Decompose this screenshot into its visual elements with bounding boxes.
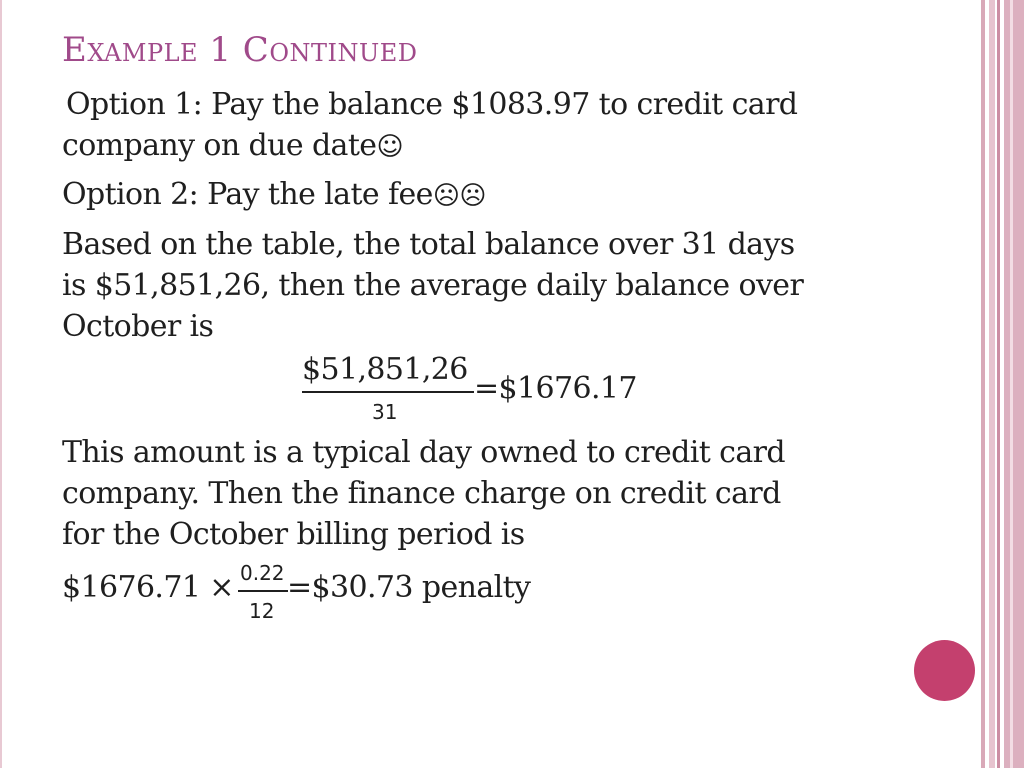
left-border-line xyxy=(0,0,2,768)
based-line3: October is xyxy=(62,309,214,344)
fraction1-bar xyxy=(302,391,474,393)
border-stripe xyxy=(997,0,1000,768)
frown-icon: ☹ xyxy=(459,181,486,211)
border-stripe xyxy=(981,0,985,768)
option1-line1: Option 1: Pay the balance $1083.97 to credit card xyxy=(66,87,798,122)
based-line2: is $51,851,26, then the average daily balance over xyxy=(62,268,804,303)
fraction2-bar xyxy=(238,590,288,592)
decorative-circle xyxy=(914,640,975,701)
option2-line: Option 2: Pay the late fee☹☹ xyxy=(62,177,486,212)
border-stripe xyxy=(1010,0,1013,768)
slide-title: Example 1 Continued xyxy=(62,30,418,70)
frown-icon: ☹ xyxy=(432,181,460,211)
fraction2-numerator: 0.22 xyxy=(240,561,285,585)
this-line2: company. Then the finance charge on credit card xyxy=(62,476,781,511)
smiley-icon: ☺ xyxy=(376,132,403,162)
this-line3: for the October billing period is xyxy=(62,517,525,552)
fraction1-numerator: $51,851,26 xyxy=(302,352,468,387)
fraction1-result: =$1676.17 xyxy=(474,371,637,406)
this-line1: This amount is a typical day owned to credit card xyxy=(62,435,785,470)
formula-left: $1676.71 × xyxy=(62,570,234,605)
formula-result: =$30.73 penalty xyxy=(287,570,531,605)
fraction2-denominator: 12 xyxy=(249,599,275,623)
based-line1: Based on the table, the total balance over 31 days xyxy=(62,227,795,262)
border-stripe xyxy=(1004,0,1024,768)
option1-line2: company on due date☺ xyxy=(62,128,403,163)
border-stripe xyxy=(989,0,995,768)
fraction1-denominator: 31 xyxy=(372,400,398,424)
